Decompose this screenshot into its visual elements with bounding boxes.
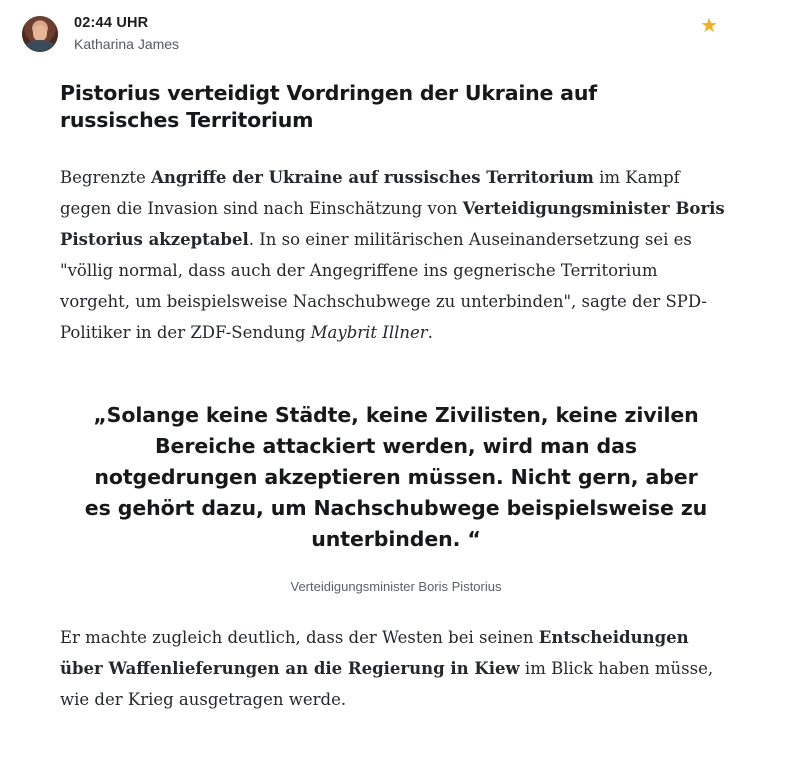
- article-timestamp: 02:44 UHR: [74, 15, 149, 31]
- p2-text-2: im Blick haben müsse, wie der Krieg ausgetragen werde.: [60, 659, 714, 709]
- pull-quote: [60, 400, 732, 594]
- p1-bold-2: Verteidigungsminister Boris Pistorius akzeptabel: [60, 199, 725, 249]
- article-meta-row: [22, 14, 764, 54]
- p2-bold-1: Entscheidungen über Waffenlieferungen an die Regierung in Kiew: [60, 628, 689, 678]
- p1-text-3: . In so einer militärischen Auseinandersetzung sei es "völlig normal, dass auch der Angegriffene ins gegnerische Territorium vorgeht, um beispielsweise Nachschubwege zu unterbinden", sagte der SPD-Politiker in der ZDF-Sendung: [60, 230, 708, 342]
- p2-text-1: Er machte zugleich deutlich, dass der Westen bei seinen: [60, 628, 539, 647]
- p1-text-1: Begrenzte: [60, 168, 152, 187]
- p1-italic-1: Maybrit Illner: [310, 323, 428, 342]
- avatar-face-shape: [33, 25, 47, 41]
- p1-text-2: im Kampf gegen die Invasion sind nach Einschätzung von: [60, 168, 680, 218]
- p1-text-4: .: [427, 323, 433, 342]
- article-author: Katharina James: [74, 36, 180, 52]
- paragraph-2: [60, 622, 732, 715]
- pull-quote-source: Verteidigungsminister Boris Pistorius: [290, 579, 502, 594]
- article-body: [60, 162, 732, 715]
- page-title: Pistorius verteidigt Vordringen der Ukraine auf russisches Territorium: [60, 81, 597, 132]
- author-avatar-photo: [22, 16, 58, 52]
- p1-bold-1: Angriffe der Ukraine auf russisches Territorium: [151, 168, 594, 187]
- pull-quote-text: „Solange keine Städte, keine Zivilisten, keine zivilen Bereiche attackiert werden, wird man das notgedrungen akzeptieren müssen. Nicht gern, aber es gehört dazu, um Nachschubwege beispielsweise zu unterbinden. “: [84, 403, 708, 551]
- avatar-shoulders-shape: [25, 40, 55, 52]
- article-meta-text: [74, 14, 179, 54]
- star-icon[interactable]: ★: [700, 15, 718, 37]
- paragraph-1: [60, 162, 732, 348]
